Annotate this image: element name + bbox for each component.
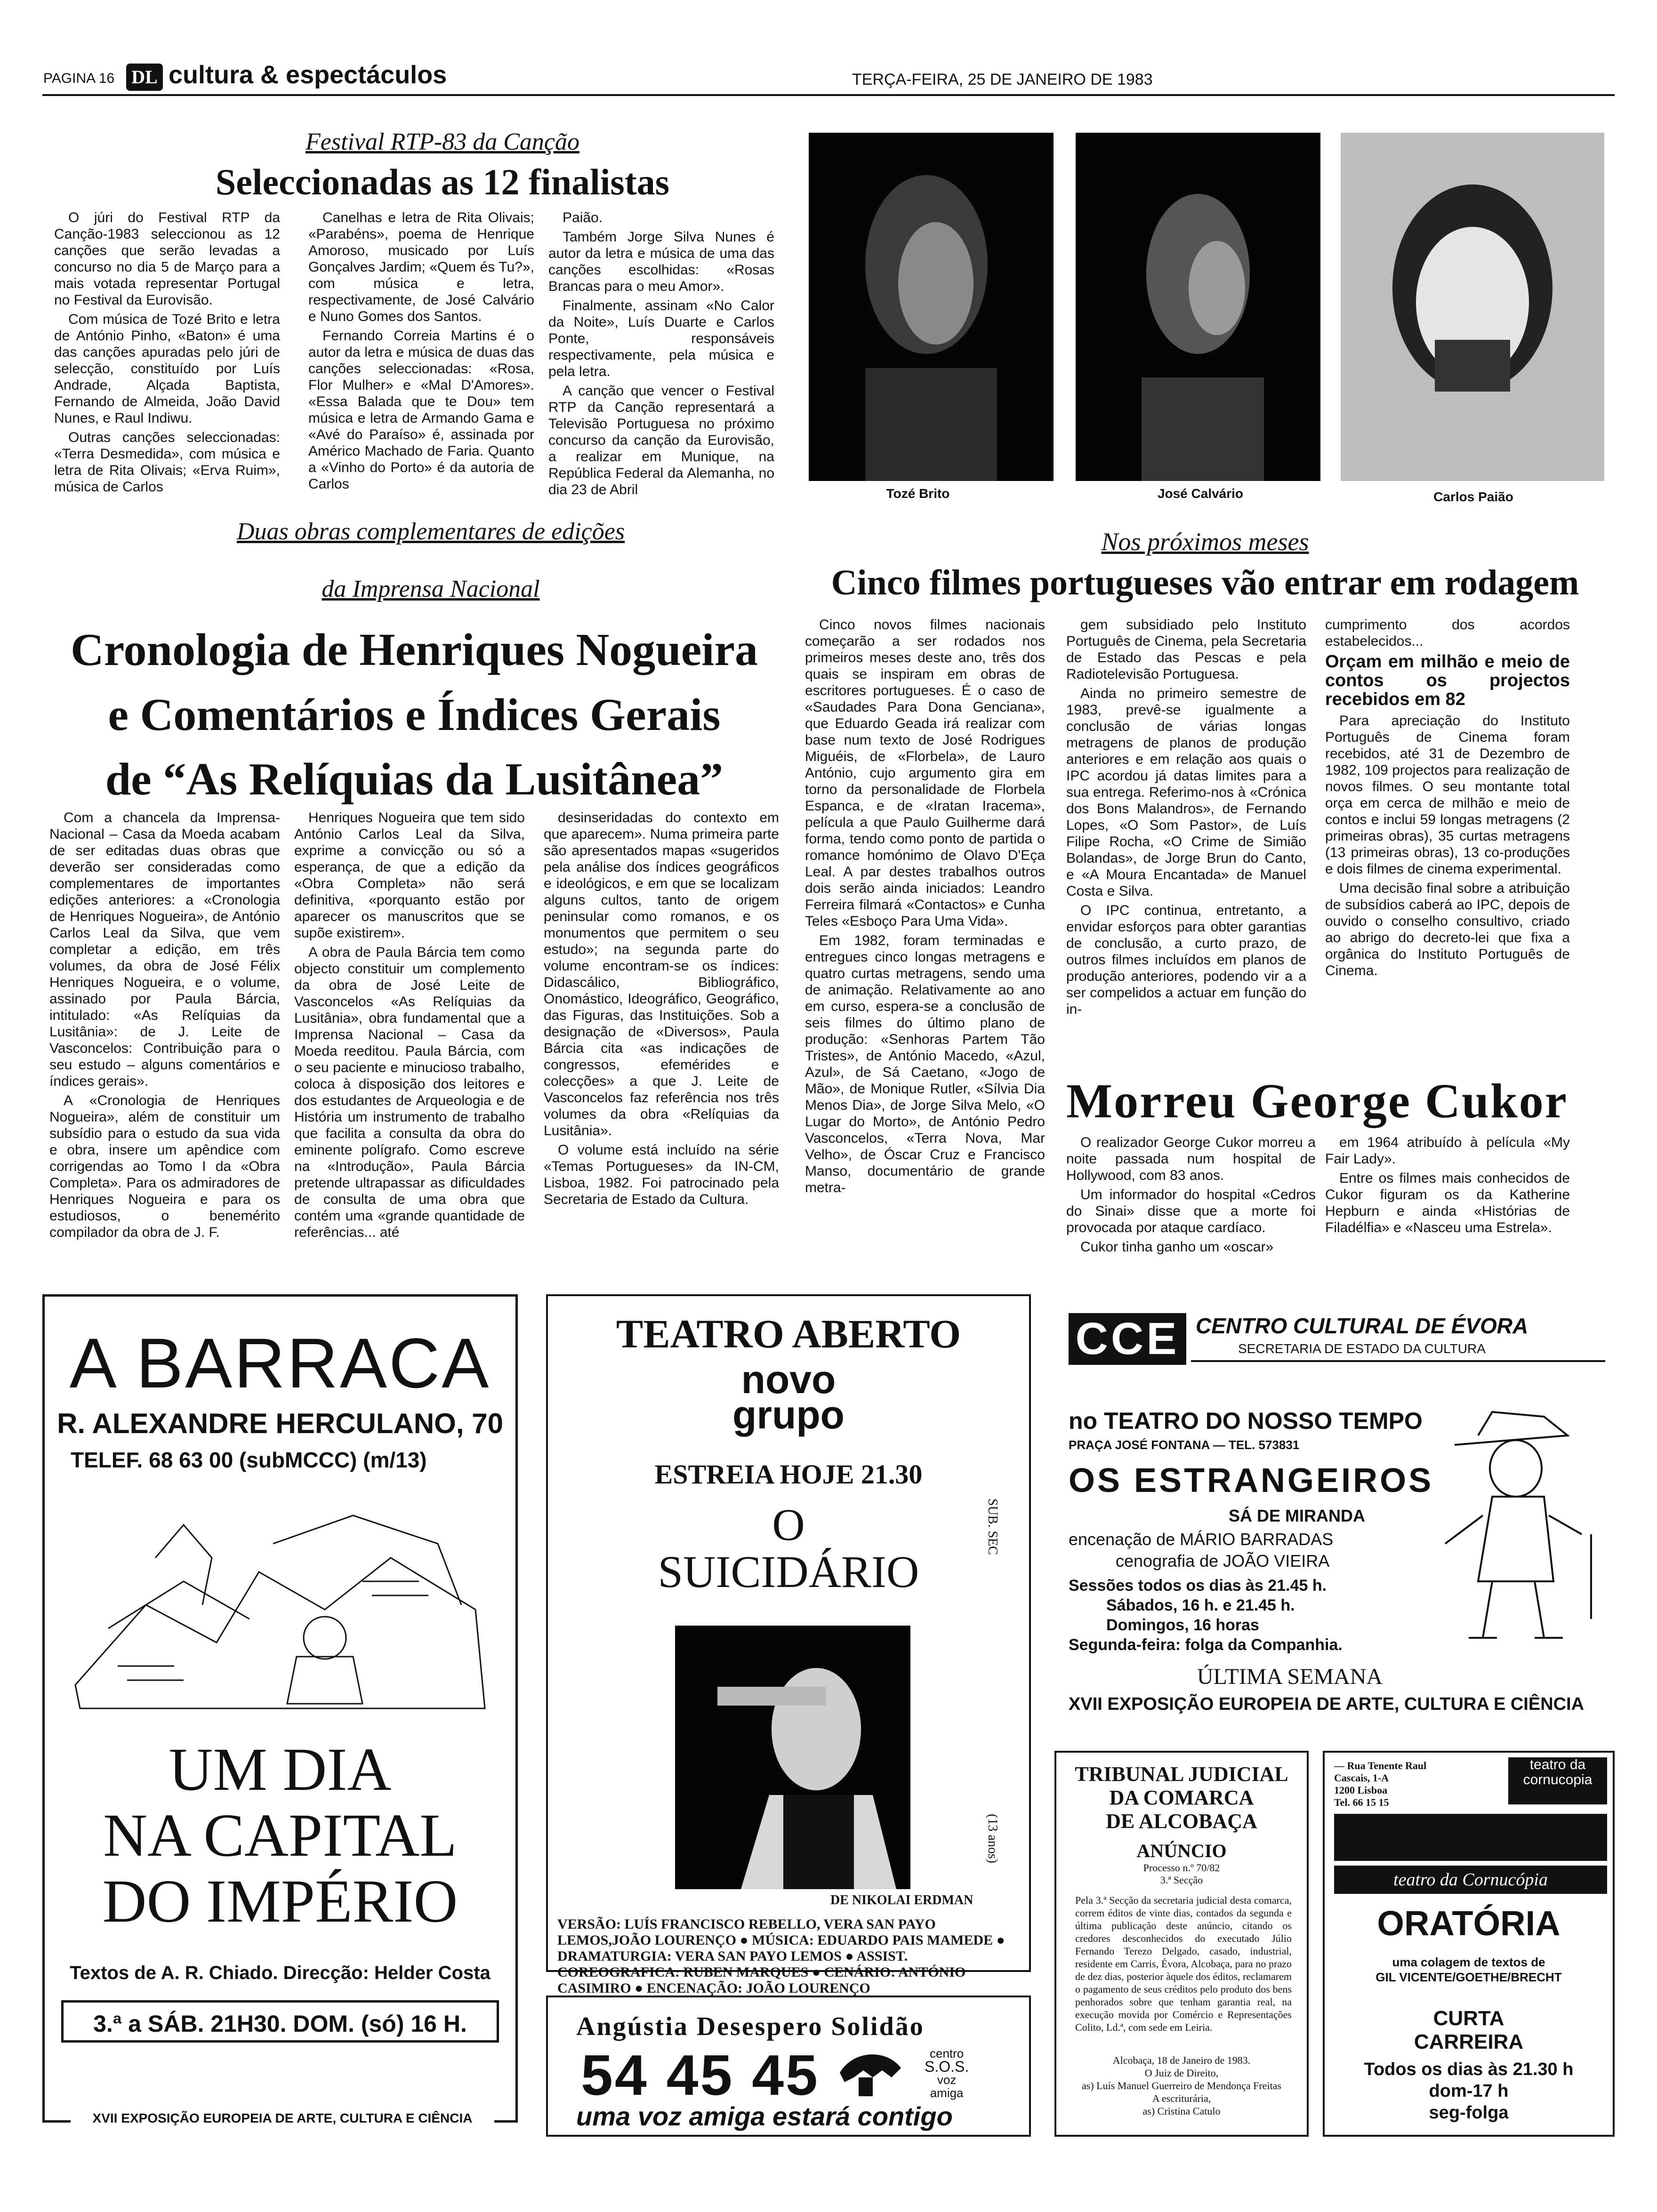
evora-subtitle: SECRETARIA DE ESTADO DA CULTURA bbox=[1238, 1341, 1486, 1356]
cukor-headline: Morreu George Cukor bbox=[1066, 1074, 1568, 1128]
evora-set: cenografia de JOÃO VIEIRA bbox=[1116, 1551, 1330, 1571]
cronologia-headline-2: e Comentários e Índices Gerais bbox=[108, 689, 721, 740]
newspaper-logo bbox=[126, 64, 163, 91]
photo-toze-brito bbox=[809, 133, 1054, 481]
header-rule bbox=[42, 94, 1615, 96]
cornucopia-authors: GIL VICENTE/GOETHE/BRECHT bbox=[1375, 1970, 1562, 1984]
filmes-subhead: Orçam em milhão e meio de contos os projectos recebidos em 82 bbox=[1325, 652, 1570, 709]
teatro-play-1: O bbox=[772, 1499, 805, 1550]
tribunal-body: Pela 3.ª Secção da secretaria judicial desta comarca, correm éditos de vinte dias, contados da segunda e última publicação deste anúncio, citando os credores desconhecidos do executado Júlio Fernando Terezo Delgado, casado, industrial, residente em Carris, Évora, Alcobaça, para no prazo de dez dias, posterior àquele dos éditos, reclamarem o pagamento de seus créditos pelo produto dos bens penhorados sobre que tenham garantia real, na execução movida por Comércio e Representações Colito, Ld.ª, com sede em Leiria. bbox=[1075, 1894, 1292, 2033]
cornucopia-name: teatro da Cornucópia bbox=[1334, 1866, 1607, 1894]
cornucopia-crowd bbox=[1334, 1814, 1607, 1861]
evora-expo: XVII EXPOSIÇÃO EUROPEIA DE ARTE, CULTURA E CIÊNCIA bbox=[1069, 1694, 1585, 1714]
section-title: cultura & espectáculos bbox=[169, 61, 447, 89]
evora-sessions-2: Sábados, 16 h. e 21.45 h. bbox=[1106, 1596, 1295, 1614]
cronologia-col-2: Henriques Nogueira que tem sido António Carlos Leal da Silva, exprime a convicção ou só a esperança, de que a edição da «Obra Completa» não será definitiva, «porquanto estão por aparecer os manuscritos que se supõe existirem». A obra de Paula Bárcia tem como objecto constituir um complemento da obra de José Leite de Vasconcelos «As Relíquias da Lusitânia», obra fundamental que a Imprensa Nacional – Casa da Moeda reeditou. Paula Bárcia, com o seu paciente e minucioso trabalho, coloca à disposição dos leitores e dos estudantes de Arqueologia e de História um instrumento de trabalho que facilita a consulta da obra do eminente polígrafo. Como escreve na «Introdução», Paula Bárcia pretende ultrapassar as dificuldades de consulta de uma obra que contém uma «grande quantidade de referências... até bbox=[294, 810, 525, 1240]
evora-staging: encenação de MÁRIO BARRADAS bbox=[1069, 1530, 1334, 1549]
evora-sessions-3: Domingos, 16 horas bbox=[1106, 1616, 1259, 1634]
barraca-show-2: NA CAPITAL bbox=[103, 1802, 457, 1869]
caption-jose-calvario: José Calvário bbox=[1157, 486, 1244, 501]
ad-sos bbox=[546, 1996, 1031, 2137]
cornucopia-times: Todos os dias às 21.30 h dom-17 h seg-folga bbox=[1364, 2060, 1574, 2123]
festival-col-2: Canelhas e letra de Rita Olivais; «Parabéns», poema de Henrique Amoroso, musicado por Luís Gonçalves Jardim; «Quem és Tu?», com música e letra, respectivamente, de José Calvário e Nuno Gomes dos Santos. Fernando Correia Martins é o autor da letra e música de duas das canções seleccionadas: «Rosa, Flor Mulher» e «Mal D'Amores». «Essa Balada que te Dou» tem música e letra de Armando Gama e «Avé do Paraíso» é, assinada por Américo Machado de Faria. Quanto a «Vinho do Porto» é da autoria de Carlos bbox=[308, 210, 534, 492]
festival-col-3: Paião. Também Jorge Silva Nunes é autor da letra e música de uma das canções escolhidas: «Rosas Brancas para o meu Amor». Finalmente, assinam «No Calor da Noite», Luís Duarte e Carlos Ponte, responsáveis respectivamente, pela música e pela letra. A canção que vencer o Festival RTP da Canção representará a Televisão Portuguesa no próximo concurso da canção da Eurovisão, a realizar em Munique, na República Federal da Alemanha, no dia 23 de Abril bbox=[548, 210, 774, 497]
festival-headline: Seleccionadas as 12 finalistas bbox=[215, 161, 670, 202]
cronologia-headline-3: de “As Relíquias da Lusitânea” bbox=[105, 754, 724, 805]
teatro-photo bbox=[675, 1626, 910, 1889]
evora-sessions-4: Segunda-feira: folga da Companhia. bbox=[1069, 1636, 1343, 1654]
cronologia-col-1: Com a chancela da Imprensa-Nacional – Casa da Moeda acabam de ser editadas duas obras que deverão ser consideradas como complementares de importantes edições anteriores: a «Cronologia de Henriques Nogueira», de António Carlos Leal da Silva, que vem completar a edição, em três volumes, da obra de José Félix Henriques Nogueira, e o volume, assinado por Paula Bárcia, intitulado: «As Relíquias da Lusitânia»: de J. Leite de Vasconcelos: Contribuição para o seu estudo – alguns comentários e índices gerais». A «Cronologia de Henriques Nogueira», além de constituir um subsídio para o estudo da sua vida e obra, insere um apêndice com corrigendas ao Tomo I da «Obra Completa». Para os admiradores de Henriques Nogueira e para os estudiosos, o benemérito compilador da obra de J. F. bbox=[49, 810, 280, 1240]
tribunal-title-3: DE ALCOBAÇA bbox=[1106, 1810, 1257, 1833]
sos-tagline: Angústia Desespero Solidão bbox=[576, 2012, 925, 2041]
barraca-show-1: UM DIA bbox=[169, 1736, 392, 1803]
cornucopia-logo: teatro da cornucopia bbox=[1508, 1757, 1607, 1804]
teatro-age: (13 anos) bbox=[985, 1814, 1000, 1863]
teatro-author: DE NIKOLAI ERDMAN bbox=[830, 1893, 973, 1907]
caption-toze-brito: Tozé Brito bbox=[886, 486, 950, 501]
evora-address: PRAÇA JOSÉ FONTANA — TEL. 573831 bbox=[1069, 1438, 1300, 1452]
tribunal-date: Alcobaça, 18 de Janeiro de 1983. O Juiz de Direito, as) Luís Manuel Guerreiro de Mendonça Freitas A escriturária, as) Cristina Catulo bbox=[1082, 2054, 1281, 2117]
cronologia-col-3: desinseridadas do contexto em que aparecem». Numa primeira parte são apresentados mapas «sugeridos pela análise dos índices geográficos e ideológicos, e em que se localizam alguns cultos, tanto de origem peninsular como romanos, e os monumentos que permitem o seu estudo»; na segunda parte do volume encontram-se os índices: Didascálico, Bibliográfico, Onomástico, Ideográfico, Geográfico, das Figuras, das Instituições. Sob a designação de «Diversos», Paula Bárcia cita «as indicações de congressos, efemérides e colecções» a que J. Leite de Vasconcelos faz referência nos três volumes da obra «Relíquias da Lusitânia». O volume está incluído na série «Temas Portugueses» da IN-CM, Lisboa, 1982. Foi patrocinado pela Secretaria de Estado da Cultura. bbox=[544, 810, 779, 1207]
filmes-kicker: Nos próximos meses bbox=[1101, 528, 1309, 556]
evora-illustration bbox=[1412, 1384, 1610, 1647]
barraca-footer: XVII EXPOSIÇÃO EUROPEIA DE ARTE, CULTURA E CIÊNCIA bbox=[71, 2111, 494, 2126]
cornucopia-play2a: CURTA bbox=[1433, 2007, 1504, 2030]
barraca-title: A BARRACA bbox=[69, 1323, 491, 1403]
cukor-col-1: O realizador George Cukor morreu a noite passada num hospital de Hollywood, com 83 anos. Um informador do hospital «Cedros do Sinai» disse que a morte foi provocada por ataque cardíaco. Cukor tinha ganho um «oscar» bbox=[1066, 1135, 1316, 1255]
issue-date: TERÇA-FEIRA, 25 DE JANEIRO DE 1983 bbox=[852, 71, 1153, 88]
evora-last-week: ÚLTIMA SEMANA bbox=[1197, 1664, 1383, 1689]
filmes-headline: Cinco filmes portugueses vão entrar em rodagem bbox=[831, 563, 1579, 602]
ad-teatro-aberto bbox=[546, 1294, 1031, 1996]
evora-title: CENTRO CULTURAL DE ÉVORA bbox=[1196, 1314, 1528, 1338]
evora-author: SÁ DE MIRANDA bbox=[1229, 1506, 1366, 1525]
teatro-premiere: ESTREIA HOJE 21.30 bbox=[654, 1459, 923, 1490]
cornucopia-desc: uma colagem de textos de bbox=[1392, 1955, 1545, 1969]
barraca-illustration bbox=[61, 1487, 499, 1723]
photo-carlos-paiao bbox=[1341, 133, 1604, 481]
ad-a-barraca bbox=[42, 1294, 518, 2137]
filmes-col-3: cumprimento dos acordos estabelecidos... Orçam em milhão e meio de contos os projectos recebidos em 82 Para apreciação do Instituto Português de Cinema foram recebidos, até 31 de Dezembro de 1982, 109 projectos para realização de novos filmes. O seu montante total orça em cerca de milhão e meio de contos e inclui 59 longas metragens (2 primeiras obras), 35 curtas metragens (13 primeiras obras), 13 co-produções e dois filmes de cinema experimental. Uma decisão final sobre a atribuição de subsídios caberá ao IPC, depois de ouvido o conselho consultivo, criado ao abrigo do decreto-lei que fixa a orgânica do Instituto Português de Cinema. bbox=[1325, 617, 1570, 978]
ad-tribunal bbox=[1054, 1751, 1309, 2137]
tribunal-title-1: TRIBUNAL JUDICIAL bbox=[1075, 1763, 1288, 1786]
teatro-credits: VERSÃO: LUÍS FRANCISCO REBELLO, VERA SAN PAYO LEMOS,JOÃO LOURENÇO ● MÚSICA: EDUARDO PAIS MAMEDE ● DRAMATURGIA: VERA SAN PAYO LEMOS ● ASSIST. COREOGRAFICA: RUBEN MARQUES ● CENÁRIO: ANTÓNIO CASIMIRO ● ENCENAÇÃO: JOÃO LOURENÇO bbox=[557, 1916, 1005, 1996]
cukor-col-2: em 1964 atribuído à película «My Fair Lady». Entre os filmes mais conhecidos de Cukor figuram os da Katherine Hepburn e ainda «Histórias de Filadélfia» e «Nasceu uma Estrela». bbox=[1325, 1135, 1570, 1235]
teatro-play-2: SUICIDÁRIO bbox=[658, 1547, 919, 1597]
teatro-group-2: grupo bbox=[732, 1393, 845, 1437]
cce-logo: CCE bbox=[1069, 1313, 1186, 1365]
evora-sessions-1: Sessões todos os dias às 21.45 h. bbox=[1069, 1577, 1327, 1595]
festival-kicker: Festival RTP-83 da Canção bbox=[305, 128, 580, 155]
cornucopia-play2b: CARREIRA bbox=[1414, 2030, 1524, 2053]
festival-col-1: O júri do Festival RTP da Canção-1983 seleccionou as 12 canções que serão levadas a concurso no dia 5 de Março para a mais votada representar Portugal no Festival da Eurovisão. Com música de Tozé Brito e letra de António Pinho, «Baton» é uma das canções apuradas pelo júri de selecção, constituído por Luís Andrade, Alçada Baptista, Fernando de Almeida, João David Nunes, e Raul Indiwu. Outras canções seleccionadas: «Terra Desmedida», com música e letra de Rita Olivais; «Erva Ruim», música de Carlos bbox=[54, 210, 280, 495]
cronologia-headline-1: Cronologia de Henriques Nogueira bbox=[70, 625, 758, 675]
cornucopia-play: ORATÓRIA bbox=[1377, 1904, 1560, 1943]
tribunal-proc: Processo n.º 70/82 bbox=[1143, 1862, 1220, 1874]
evora-play: OS ESTRANGEIROS bbox=[1069, 1462, 1434, 1499]
sos-hand-icon bbox=[835, 2044, 906, 2096]
logo-text: DL bbox=[131, 66, 158, 88]
page-number: PAGINA 16 bbox=[43, 71, 115, 86]
filmes-col-2: gem subsidiado pelo Instituto Português de Cinema, pela Secretaria de Estado das Pescas e pela Radiotelevisão Portuguesa. Ainda no primeiro semestre de 1983, prevê-se igualmente a conclusão de várias longas metragens de planos de produção anteriores e em relação aos quais o IPC acordou já datas limites para a sua entrega. Referimo-nos à «Crónica dos Bons Malandros», de Fernando Lopes, «O Som Pastor», de Luís Filipe Rocha, «O Crime de Simião Bolandas», de Jorge Brun do Canto, e «A Moura Encantada» de Manuel Costa e Silva. O IPC continua, entretanto, a envidar esforços para obter garantias de conclusão, a curto prazo, de outros filmes incluídos em planos de produção anteriores, podendo vir a a ser compelidos a actuar em função do in- bbox=[1066, 617, 1306, 1017]
barraca-phone: TELEF. 68 63 00 (subMCCC) (m/13) bbox=[71, 1448, 427, 1472]
filmes-col-1: Cinco novos filmes nacionais começarão a ser rodados nos primeiros meses deste ano, três dos quais se inspiram em obras de escritores portugueses. É o caso de «Saudades Para Dona Genciana», que Eduardo Geada irá realizar com base num texto de José Rodrigues Miguéis, de «Florbela», de Lauro António, cujo argumento gira em torno da personalidade de Florbela Espanca, e de «Iratan Iracema», película a que Paulo Guilherme dará forma, tendo como ponto de partida o romance homónimo de Olavo D'Eça Leal. A par destes trabalhos outros dois serão ainda iniciados: Leandro Ferreira filmará «Contactos» e Cunha Teles «Esboço Para Uma Vida». Em 1982, foram terminadas e entregues cinco longas metragens e quatro curtas metragens, sendo uma de animação. Relativamente ao ano em curso, espera-se a conclusão de seis filmes do último plano de produção: «Senhoras Partem Tão Tristes», de António Macedo, «Azul, Azul», de Sá Caetano, «Jogo de Mão», de Monique Rutler, «Sílvia Dia Menos Dia», de Jorge Silva Melo, «O Lugar do Morto», de António Pedro Vasconcelos, «Terra Nova, Mar Velho», de Óscar Cruz e Francisco Manso, documentário de grande metra- bbox=[805, 617, 1045, 1195]
cornucopia-address: — Rua Tenente Raul Cascais, 1-A 1200 Lisboa Tel. 66 15 15 bbox=[1334, 1760, 1427, 1808]
evora-rule bbox=[1191, 1360, 1605, 1362]
tribunal-title-4: ANÚNCIO bbox=[1136, 1840, 1227, 1861]
barraca-credits: Textos de A. R. Chiado. Direcção: Helder Costa bbox=[70, 1963, 491, 1983]
teatro-title: TEATRO ABERTO bbox=[616, 1311, 961, 1356]
ad-cornucopia bbox=[1323, 1751, 1615, 2137]
evora-venue: no TEATRO DO NOSSO TEMPO bbox=[1069, 1408, 1423, 1434]
photo-jose-calvario bbox=[1076, 133, 1320, 481]
sos-logo: centro S.O.S. voz amiga bbox=[925, 2046, 969, 2100]
caption-carlos-paiao: Carlos Paião bbox=[1433, 489, 1513, 504]
cronologia-kicker-1: Duas obras complementares de edições bbox=[236, 518, 625, 545]
barraca-address: R. ALEXANDRE HERCULANO, 70 bbox=[57, 1408, 503, 1439]
teatro-group-1: novo bbox=[741, 1357, 836, 1402]
cronologia-kicker-2: da Imprensa Nacional bbox=[322, 576, 540, 602]
barraca-show-3: DO IMPÉRIO bbox=[102, 1867, 458, 1935]
teatro-side-note: SUB. SEC bbox=[985, 1499, 1000, 1555]
tribunal-sec: 3.ª Secção bbox=[1160, 1874, 1203, 1886]
sos-slogan: uma voz amiga estará contigo bbox=[576, 2101, 953, 2131]
sos-number: 54 45 45 bbox=[581, 2043, 820, 2107]
tribunal-title-2: DA COMARCA bbox=[1109, 1786, 1254, 1809]
barraca-times: 3.ª a SÁB. 21H30. DOM. (só) 16 H. bbox=[61, 2000, 499, 2043]
